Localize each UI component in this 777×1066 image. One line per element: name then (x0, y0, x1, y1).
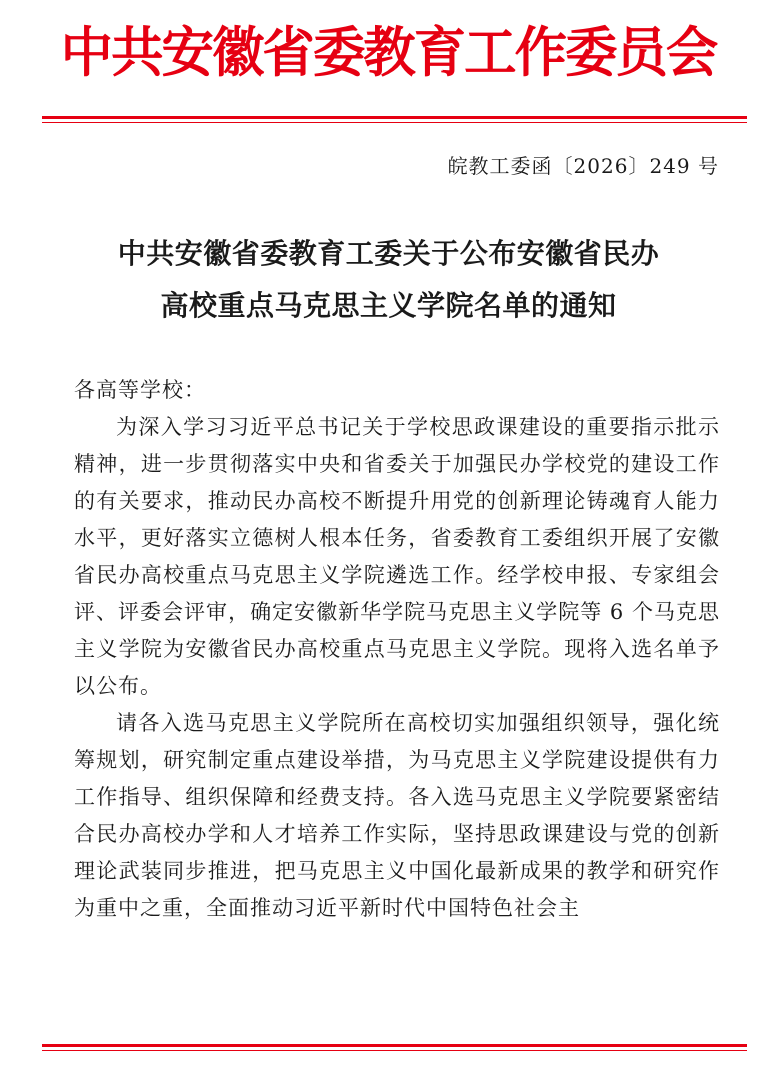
red-footer-rule-thin (42, 1050, 747, 1051)
document-title-line-2: 高校重点马克思主义学院名单的通知 (160, 289, 617, 322)
body-paragraph-2: 请各入选马克思主义学院所在高校切实加强组织领导，强化统筹规划，研究制定重点建设举措，为马克思主义学院建设提供有力工作指导、组织保障和经费支持。各入选马克思主义学院要紧密结合民办高校办学和人才培养工作实际，坚持思政课建设与党的创新理论武装同步推进，把马克思主义中国化最新成果的教学和研究作为重中之重，全面推动习近平新时代中国特色社会主 (74, 711, 720, 920)
red-header-rule-thin (42, 122, 747, 123)
document-title-line-1: 中共安徽省委教育工委关于公布安徽省民办 (117, 237, 660, 270)
issuer-masthead: 中共安徽省委教育工作委员会 (60, 21, 717, 84)
document-number: 皖教工委函〔2026〕249 号 (447, 154, 719, 178)
red-header-rule-thick (42, 116, 747, 119)
salutation: 各高等学校： (74, 378, 206, 402)
document-body (74, 372, 720, 927)
body-paragraph-1: 为深入学习习近平总书记关于学校思政课建设的重要指示批示精神，进一步贯彻落实中央和省委关于加强民办学校党的建设工作的有关要求，推动民办高校不断提升用党的创新理论铸魂育人能力水平，更好落实立德树人根本任务，省委教育工委组织开展了安徽省民办高校重点马克思主义学院遴选工作。经学校申报、专家组会评、评委会评审，确定安徽新华学院马克思主义学院等 6 个马克思主义学院为安徽省民办高校重点马克思主义学院。现将入选名单予以公布。 (74, 415, 720, 698)
red-footer-rule-thick (42, 1044, 747, 1047)
